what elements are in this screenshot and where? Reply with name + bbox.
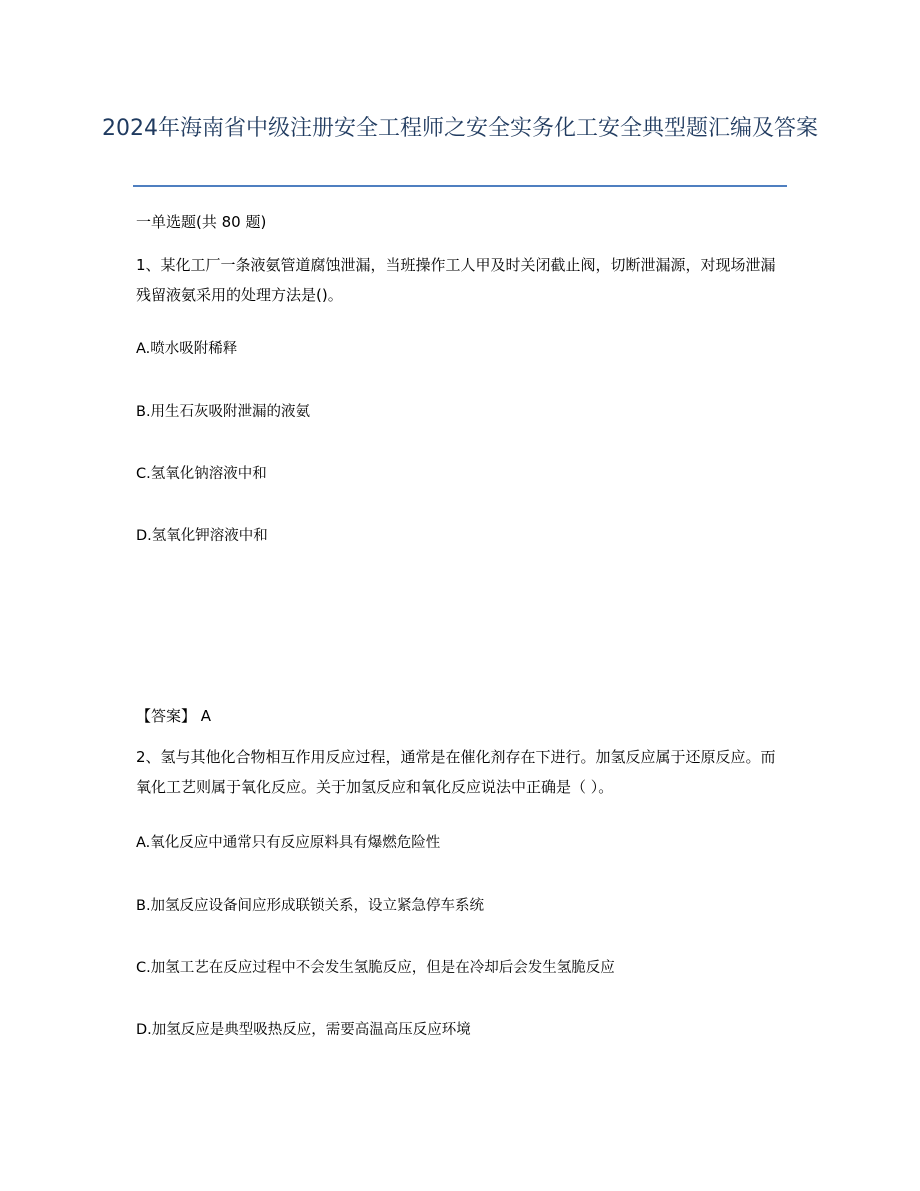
question-1-option-b: B.用生石灰吸附泄漏的液氨 [136, 404, 311, 420]
question-2-option-c: C.加氢工艺在反应过程中不会发生氢脆反应，但是在冷却后会发生氢脆反应 [136, 960, 615, 976]
question-1-option-c: C.氢氧化钠溶液中和 [136, 466, 267, 482]
question-2-stem: 2、氢与其他化合物相互作用反应过程，通常是在催化剂存在下进行。加氢反应属于还原反应。而氧化工艺则属于氧化反应。关于加氢反应和氧化反应说法中正确是（ ）。 [136, 748, 776, 796]
question-1-answer: 【答案】 A [136, 707, 212, 725]
title-divider [133, 185, 787, 187]
section-heading: 一单选题(共 80 题) [136, 213, 267, 231]
question-1-stem: 1、某化工厂一条液氨管道腐蚀泄漏，当班操作工人甲及时关闭截止阀，切断泄漏源，对现场泄漏残留液氨采用的处理方法是()。 [136, 256, 776, 304]
question-2-option-d: D.加氢反应是典型吸热反应，需要高温高压反应环境 [136, 1022, 471, 1038]
question-1-option-d: D.氢氧化钾溶液中和 [136, 528, 268, 544]
question-2-option-a: A.氧化反应中通常只有反应原料具有爆燃危险性 [136, 835, 441, 851]
question-2-option-b: B.加氢反应设备间应形成联锁关系，设立紧急停车系统 [136, 898, 485, 914]
question-1-option-a: A.喷水吸附稀释 [136, 341, 238, 357]
document-title: 2024年海南省中级注册安全工程师之安全实务化工安全典型题汇编及答案 [102, 116, 818, 141]
